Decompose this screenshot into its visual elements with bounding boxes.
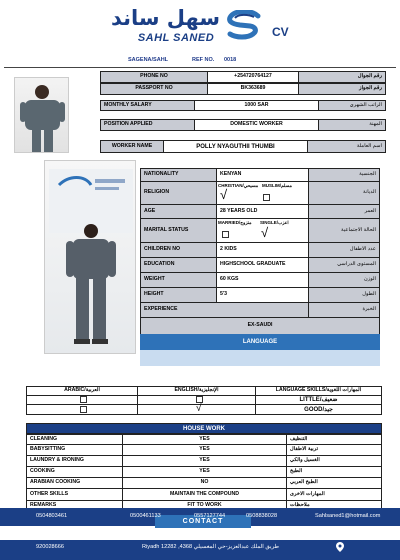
language-good-label: GOOD/جيد — [255, 404, 382, 415]
footer-white-band — [0, 526, 400, 540]
footer-phone-2: 0500461133 — [130, 513, 161, 519]
education-arabic: المستوى الدراسي — [308, 257, 380, 273]
language-arabic-header: ARABIC/العربية — [26, 386, 138, 396]
weight-label: WEIGHT — [140, 272, 217, 288]
nationality-value: KENYAN — [216, 168, 309, 182]
marital-status-arabic: الحالة الاجتماعية — [308, 218, 380, 243]
small-photo — [14, 77, 69, 153]
footer-phone-1: 0504803461 — [36, 513, 68, 519]
position-label: POSITION APPLIED — [100, 119, 195, 131]
house-work-cleaning-arabic: التنظيف — [286, 434, 382, 445]
full-photo — [44, 160, 136, 354]
children-label: CHILDREN NO — [140, 242, 217, 258]
religion-christian-check: √ — [220, 187, 228, 202]
marital-married-checkbox[interactable] — [222, 231, 229, 238]
language-english-header: ENGLISH/الإنجليزية — [137, 386, 256, 396]
house-work-arabian-cooking-arabic: الطبخ العربي — [286, 477, 382, 489]
house-work-babysitting-arabic: تربية الاطفال — [286, 444, 382, 456]
experience-arabic: الخبرة — [308, 302, 380, 318]
house-work-babysitting-label: BABYSITTING — [26, 444, 123, 456]
nationality-arabic: الجنسية — [308, 168, 380, 182]
house-work-other-skills-arabic: المهارات الاخرى — [286, 488, 382, 501]
footer-email[interactable]: Sahlsaned1@hotmail.com — [315, 513, 381, 519]
footer-phone-3: 0557127744 — [194, 513, 226, 519]
education-value: HIGHSCHOOL GRADUATE — [216, 257, 309, 273]
arabic-good-checkbox[interactable] — [80, 406, 87, 413]
passport-arabic: رقم الجواز — [298, 83, 386, 95]
religion-christian-option: CHRISTIAN/مسيحي — [218, 183, 259, 188]
experience-label: EXPERIENCE — [140, 302, 310, 318]
house-work-title: HOUSE WORK — [26, 423, 382, 434]
language-title: LANGUAGE — [140, 334, 380, 350]
divider — [4, 67, 396, 68]
house-work-laundry-arabic: الغسيل والكي — [286, 455, 382, 467]
height-label: HEIGHT — [140, 287, 217, 303]
house-work-arabian-cooking-label: ARABIAN COOKING — [26, 477, 123, 489]
weight-arabic: الوزن — [308, 272, 380, 288]
cv-label: CV — [272, 25, 289, 39]
passport-value: BK363689 — [207, 83, 299, 95]
salary-arabic: الراتب الشهري — [318, 100, 386, 111]
experience-value: EX-SAUDI — [140, 317, 380, 335]
house-work-cooking-label: COOKING — [26, 466, 123, 478]
house-work-cooking-value: YES — [122, 466, 287, 478]
marital-married-option: MARRIED/متزوج — [218, 220, 252, 225]
agency-code: SAGENA/SAHL — [128, 57, 169, 63]
house-work-cleaning-value: YES — [122, 434, 287, 445]
house-work-laundry-label: LAUNDRY & IRONING — [26, 455, 123, 467]
house-work-cooking-arabic: الطبخ — [286, 466, 382, 478]
company-logo-icon — [226, 10, 262, 42]
phone-arabic: رقم الجوال — [298, 71, 386, 83]
location-pin-icon — [336, 542, 344, 552]
language-skills-header: LANGUAGE SKILLS/المهارات اللغوية — [255, 386, 382, 396]
contact-label: CONTACT — [155, 515, 251, 528]
house-work-other-skills-value: MAINTAIN THE COMPOUND — [122, 488, 287, 501]
passport-label: PASSPORT NO — [100, 83, 208, 95]
phone-value: +254720764127 — [207, 71, 299, 83]
brand-english-name: SAHL SANED — [137, 32, 215, 44]
marital-single-check: √ — [261, 225, 269, 240]
marital-single-option: SINGLE/اعزب — [260, 220, 289, 225]
religion-arabic: الديانة — [308, 181, 380, 205]
position-value: DOMESTIC WORKER — [194, 119, 319, 131]
house-work-remarks-label: REMARKS — [26, 500, 123, 512]
religion-muslim-option: MUSLIM/مسلم — [262, 183, 292, 188]
education-label: EDUCATION — [140, 257, 217, 273]
weight-value: 60 KGS — [216, 272, 309, 288]
age-label: AGE — [140, 204, 217, 219]
religion-muslim-checkbox[interactable] — [263, 194, 270, 201]
worker-name-value: POLLY NYAGUTHII THUMBI — [163, 140, 308, 153]
house-work-babysitting-value: YES — [122, 444, 287, 456]
language-little-label: LITTLE/ضعيف — [255, 395, 382, 405]
arabic-little-checkbox[interactable] — [80, 396, 87, 403]
salary-label: MONTHLY SALARY — [100, 100, 195, 111]
english-little-checkbox[interactable] — [196, 396, 203, 403]
age-value: 28 YEARS OLD — [216, 204, 309, 219]
worker-name-arabic: اسم العاملة — [307, 140, 386, 153]
language-spacer — [140, 350, 380, 366]
ref-value: 0018 — [224, 57, 237, 63]
position-arabic: المهنة — [318, 119, 386, 131]
footer-address: Riyadh 12282 ,4368 طريق الملك عبدالعزيز-حي المغسيلي — [142, 544, 280, 550]
height-value: 5'3 — [216, 287, 309, 303]
house-work-cleaning-label: CLEANING — [26, 434, 123, 445]
house-work-laundry-value: YES — [122, 455, 287, 467]
nationality-label: NATIONALITY — [140, 168, 217, 182]
house-work-other-skills-label: OTHER SKILLS — [26, 488, 123, 501]
salary-value: 1000 SAR — [194, 100, 319, 111]
ref-label: REF NO. — [192, 57, 215, 63]
house-work-arabian-cooking-value: NO — [122, 477, 287, 489]
worker-name-label: WORKER NAME — [100, 140, 164, 153]
house-work-remarks-value: FIT TO WORK — [122, 500, 287, 512]
footer-phone-4: 0508838028 — [246, 513, 278, 519]
phone-label: PHONE NO — [100, 71, 208, 83]
brand-arabic-name: سهل ساند — [110, 6, 221, 30]
english-good-check: √ — [196, 403, 202, 414]
age-arabic: العمر — [308, 204, 380, 219]
footer-fax: 920028666 — [36, 544, 64, 550]
marital-status-label: MARITAL STATUS — [140, 218, 217, 243]
religion-label: RELIGION — [140, 181, 217, 205]
children-arabic: عدد الاطفال — [308, 242, 380, 258]
house-work-remarks-arabic: ملاحظات — [286, 500, 382, 512]
height-arabic: الطول — [308, 287, 380, 303]
children-value: 2 KIDS — [216, 242, 309, 258]
